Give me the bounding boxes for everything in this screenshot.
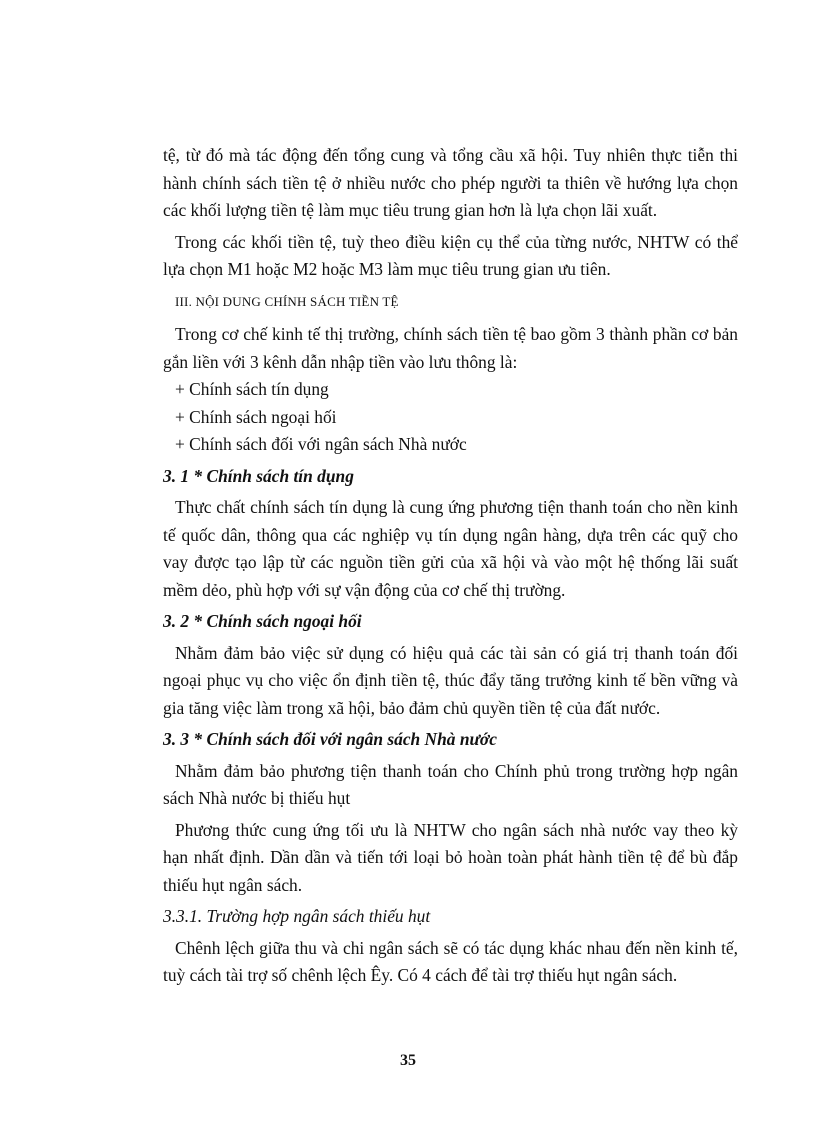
paragraph-3-3b: Phương thức cung ứng tối ưu là NHTW cho ngân sách nhà nước vay theo kỳ hạn nhất định. Dần dần và tiến tới loại bỏ hoàn toàn phát hành tiền tệ để bù đắp thiếu hụt ngân sách. [163,819,738,895]
paragraph-3-2: Nhằm đảm bảo việc sử dụng có hiệu quả các tài sản có giá trị thanh toán đối ngoại phục vụ cho việc ổn định tiền tệ, thúc đẩy tăng trưởng kinh tế bền vững và gia tăng việc làm trong xã hội, bảo đảm chủ quyền tiền tệ của đất nước. [163,642,738,718]
paragraph-intro: tệ, từ đó mà tác động đến tổng cung và tổng cầu xã hội. Tuy nhiên thực tiễn thi hành chính sách tiền tệ ở nhiều nước cho phép người ta thiên về hướng lựa chọn các khối lượng tiền tệ làm mục tiêu trung gian hơn là lựa chọn lãi xuất. [163,145,738,220]
paragraph-3-3-1: Chênh lệch giữa thu và chi ngân sách sẽ có tác dụng khác nhau đến nền kinh tế, tuỳ cách tài trợ số chênh lệch Êy. Có 4 cách để tài trợ thiếu hụt ngân sách. [163,937,738,985]
heading-3-1: 3. 1 * Chính sách tín dụng [163,465,354,486]
list-item-credit-policy: + Chính sách tín dụng [175,379,329,399]
paragraph-components: Trong cơ chế kinh tế thị trường, chính sách tiền tệ bao gồm 3 thành phần cơ bản gắn liền với 3 kênh dẫn nhập tiền vào lưu thông là: [163,324,738,372]
page-number: 35 [400,1052,416,1069]
list-item-forex-policy: + Chính sách ngoại hối [175,406,337,427]
heading-3-3-1: 3.3.1. Trường hợp ngân sách thiếu hụt [163,906,431,926]
paragraph-3-1: Thực chất chính sách tín dụng là cung ứng phương tiện thanh toán cho nền kinh tế quốc dân, thông qua các nghiệp vụ tín dụng ngân hàng, dựa trên các quỹ cho vay được tạo lập từ các nguồn tiền gửi của xã hội và vào một hệ thống lãi suất mềm dẻo, phù hợp với sự vận động của cơ chế thị trường. [163,497,738,600]
paragraph-3-3a: Nhằm đảm bảo phương tiện thanh toán cho Chính phủ trong trường hợp ngân sách Nhà nước bị thiếu hụt [163,760,738,808]
heading-3-3: 3. 3 * Chính sách đối với ngân sách Nhà nước [163,729,497,749]
list-item-budget-policy: + Chính sách đối với ngân sách Nhà nước [175,434,467,454]
heading-3-2: 3. 2 * Chính sách ngoại hối [163,611,362,631]
paragraph-money-blocks: Trong các khối tiền tệ, tuỳ theo điều kiện cụ thể của từng nước, NHTW có thể lựa chọn M1 hoặc M2 hoặc M3 làm mục tiêu trung gian ưu tiên. [163,231,738,279]
heading-section-iii: III. NỘI DUNG CHÍNH SÁCH TIỀN TỆ [175,293,399,309]
page-body [163,142,738,994]
